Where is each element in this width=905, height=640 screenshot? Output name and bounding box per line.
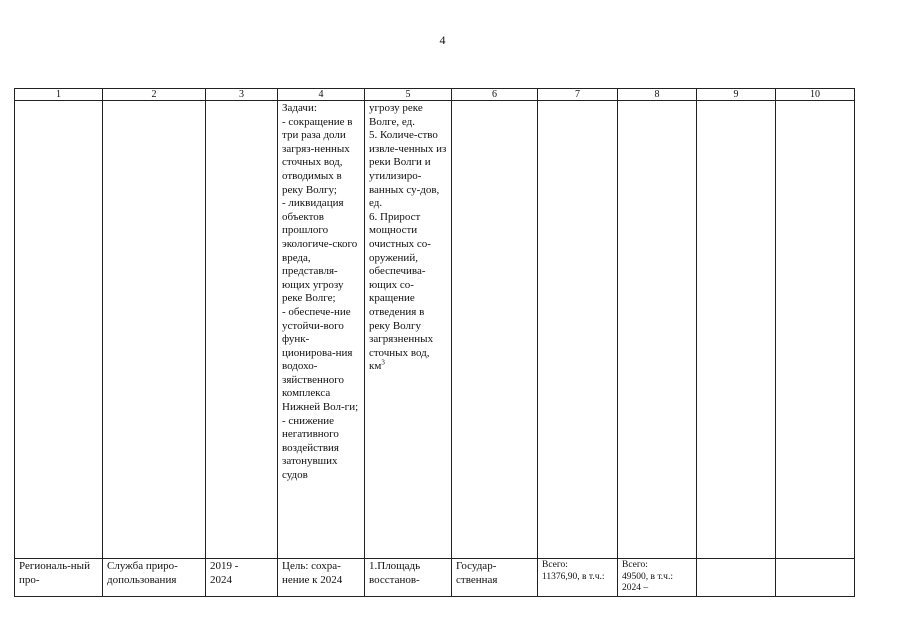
table-row bbox=[15, 559, 855, 597]
cell-col9 bbox=[697, 101, 776, 559]
column-header-5: 5 bbox=[365, 89, 452, 101]
cell-col1 bbox=[15, 101, 103, 559]
column-number-row bbox=[15, 89, 855, 101]
program-table bbox=[14, 88, 855, 597]
cell-col10-next bbox=[776, 559, 855, 597]
cell-col10 bbox=[776, 101, 855, 559]
column-header-4: 4 bbox=[278, 89, 365, 101]
cell-project-name: Региональ-ный про- bbox=[15, 559, 103, 597]
page-number: 4 bbox=[439, 33, 446, 47]
column-header-3: 3 bbox=[206, 89, 278, 101]
column-header-2: 2 bbox=[103, 89, 206, 101]
cell-col2 bbox=[103, 101, 206, 559]
cell-program: Государ-ственная bbox=[452, 559, 538, 597]
column-header-10: 10 bbox=[776, 89, 855, 101]
cell-indicators bbox=[365, 101, 452, 559]
cell-responsible: Служба приро-допользования bbox=[103, 559, 206, 597]
cell-col8 bbox=[618, 101, 697, 559]
cell-tasks: Задачи: - сокращение в три раза доли загряз-ненных сточных вод, отводимых в реку Волгу; - ликвидация объектов прошлого экологиче-ского вреда, представля-ющих угрозу реке Волге; - обеспече-ние устойчи-вого функ-ционирова-ния водохо-зяйственного комплекса Нижней Вол-ги; - снижение негативного воздействия затонувших судов bbox=[278, 101, 365, 559]
cell-total-7: Всего: 11376,90, в т.ч.: bbox=[538, 559, 618, 597]
column-header-1: 1 bbox=[15, 89, 103, 101]
cubic-superscript: 3 bbox=[381, 358, 385, 367]
column-header-6: 6 bbox=[452, 89, 538, 101]
column-header-7: 7 bbox=[538, 89, 618, 101]
cell-goal: Цель: сохра-нение к 2024 bbox=[278, 559, 365, 597]
cell-period: 2019 - 2024 bbox=[206, 559, 278, 597]
table-row bbox=[15, 101, 855, 559]
column-header-8: 8 bbox=[618, 89, 697, 101]
cell-col3 bbox=[206, 101, 278, 559]
cell-total-8: Всего: 49500, в т.ч.: 2024 – bbox=[618, 559, 697, 597]
cell-indicator-area: 1.Площадь восстанов- bbox=[365, 559, 452, 597]
cell-col6 bbox=[452, 101, 538, 559]
cell-col9-next bbox=[697, 559, 776, 597]
indicators-text: угрозу реке Волге, ед. 5. Количе-ство извле-ченных из реки Волги и утилизиро-ванных су-дов, ед. 6. Прирост мощности очистных со-оружений, обеспечива-ющих со-кращение отведения в реку Волгу загрязненных сточных вод, км bbox=[369, 102, 447, 373]
cell-col7 bbox=[538, 101, 618, 559]
column-header-9: 9 bbox=[697, 89, 776, 101]
